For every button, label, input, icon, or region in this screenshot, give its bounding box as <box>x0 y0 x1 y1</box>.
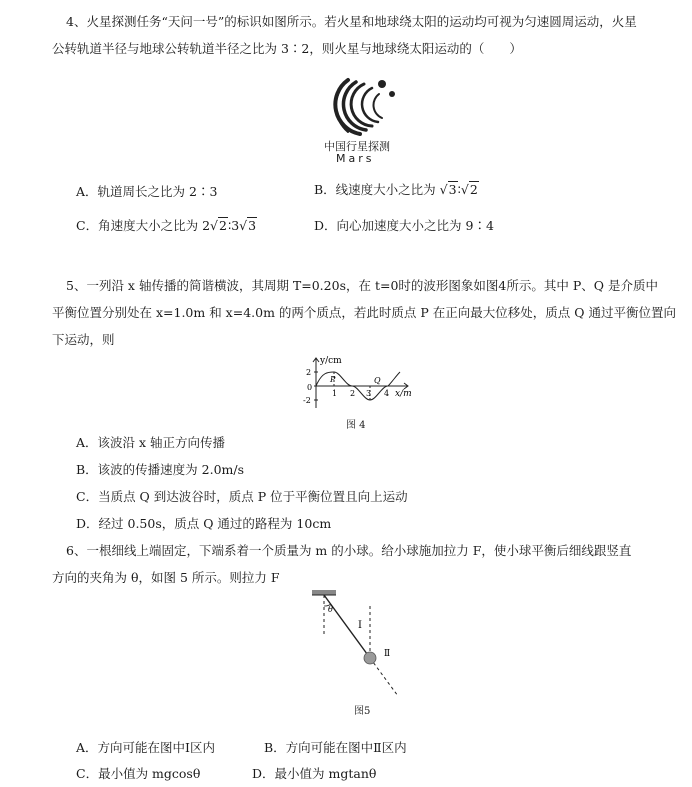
region-2-label: Ⅱ <box>384 649 391 659</box>
x-tick-1: 1 <box>332 389 338 398</box>
logo-mars-text: Mars <box>336 152 375 165</box>
pendulum-figure-5 <box>300 586 410 704</box>
q4-stem-line1: 4、火星探测任务“天问一号”的标识如图所示。若火星和地球绕太阳的运动均可视为匀速圆周运动，火星 <box>66 14 637 29</box>
theta-label: θ <box>328 605 333 614</box>
x-tick-3: 3 <box>366 389 372 398</box>
q5-option-a[interactable]: A．该波沿 x 轴正方向传播 <box>76 435 226 450</box>
q6-option-c[interactable]: C．最小值为 mgcosθ <box>76 766 201 781</box>
mars-logo <box>318 72 408 164</box>
x-tick-4: 4 <box>384 389 390 398</box>
sqrt-3: √3 <box>439 182 457 197</box>
q5-option-b[interactable]: B．该波的传播速度为 2.0m/s <box>76 462 245 477</box>
region-1-label: Ⅰ <box>358 620 362 631</box>
q6-stem-line2: 方向的夹角为 θ，如图 5 所示。则拉力 F <box>52 570 280 585</box>
q6-option-d[interactable]: D．最小值为 mgtanθ <box>252 766 377 781</box>
ratio-separator: ∶ <box>457 182 461 197</box>
origin-label: 0 <box>307 383 313 392</box>
q4-stem-line2: 公转轨道半径与地球公转轨道半径之比为 3∶2，则火星与地球绕太阳运动的（ ） <box>52 41 522 56</box>
logo-chinese-text: 中国行星探测 <box>324 140 390 153</box>
x-tick-2: 2 <box>350 389 356 398</box>
q4-option-b[interactable] <box>314 180 479 198</box>
ball <box>364 652 376 664</box>
q5-stem-line2: 平衡位置分别处在 x=1.0m 和 x=4.0m 的两个质点，若此时质点 P 在正向最大位移处，质点 Q 通过平衡位置向 <box>52 305 676 320</box>
q6-stem-line1: 6、一根细线上端固定，下端系着一个质量为 m 的小球。给小球施加拉力 F，使小球平衡后细线跟竖直 <box>66 543 632 558</box>
y-axis-label: y/cm <box>320 356 342 366</box>
q4-option-b-prefix: B．线速度大小之比为 <box>314 182 436 197</box>
q5-stem-line1: 5、一列沿 x 轴传播的简谐横波，其周期 T=0.20s，在 t=0时的波形图象如图4所示。其中 P、Q 是介质中 <box>66 278 658 293</box>
q5-option-c[interactable]: C．当质点 Q 到达波谷时，质点 P 位于平衡位置且向上运动 <box>76 489 408 504</box>
mars-logo-icon <box>318 72 408 142</box>
point-p-label: P <box>330 375 336 384</box>
q6-option-a[interactable]: A．方向可能在图中Ⅰ区内 <box>76 740 215 755</box>
q4-option-c[interactable] <box>76 216 257 234</box>
wave-figure-4 <box>296 352 416 416</box>
coef-2: 2 <box>202 218 211 233</box>
figure-5-caption: 图5 <box>354 706 371 717</box>
ceiling-hatch <box>312 590 336 595</box>
x-axis-label: x/m <box>395 389 412 399</box>
y-tick-pos: 2 <box>306 368 312 377</box>
ratio-separator: ∶3 <box>227 218 240 233</box>
sqrt-3: √3 <box>239 218 257 233</box>
point-q-label: Q <box>374 376 381 385</box>
q4-option-a[interactable]: A．轨道周长之比为 2∶3 <box>76 184 218 199</box>
y-tick-neg: -2 <box>303 396 311 405</box>
figure-4-caption: 图 4 <box>346 420 366 431</box>
q4-option-c-prefix: C．角速度大小之比为 <box>76 218 199 233</box>
sqrt-2: √2 <box>210 218 227 233</box>
q5-option-d[interactable]: D．经过 0.50s，质点 Q 通过的路程为 10cm <box>76 516 332 531</box>
q4-option-d[interactable]: D．向心加速度大小之比为 9∶4 <box>314 218 494 233</box>
q6-option-b[interactable]: B．方向可能在图中Ⅱ区内 <box>264 740 407 755</box>
q5-stem-line3: 下运动，则 <box>52 332 115 347</box>
sqrt-2: √2 <box>460 182 478 197</box>
